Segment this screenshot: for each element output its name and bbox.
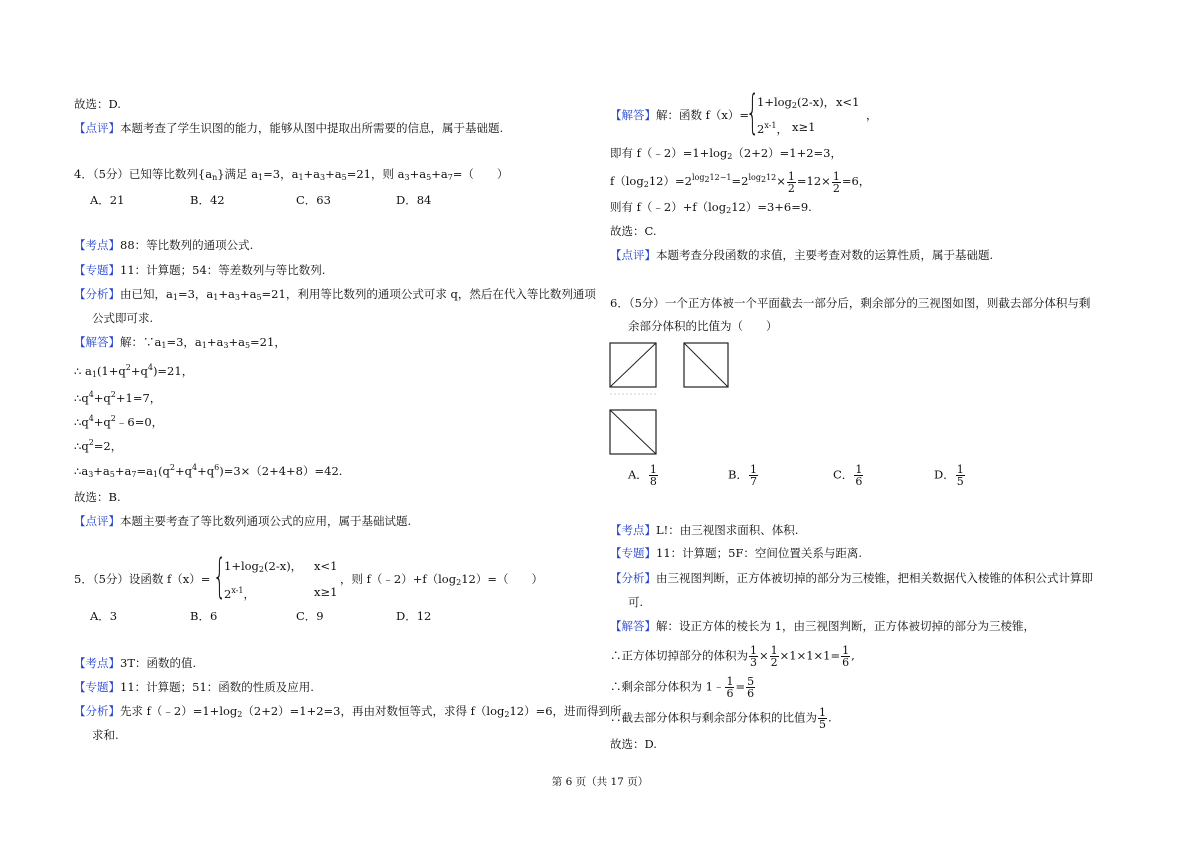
step-1: ∴正方体切掉部分的体积为 $\frac{1}{3}$ × $\frac{1}{2}$ ×1×1×1= $\frac{1}{6}$ , — [610, 644, 855, 669]
answer-line: 故选：C. — [610, 224, 657, 238]
fraction: $\frac{1}{2}$ — [832, 169, 840, 195]
piecewise-cond-1: x<1 — [836, 95, 860, 109]
analysis-line-2: 公式即可求. — [92, 311, 154, 325]
question-6-stem-2: 余部分体积的比值为（ ） — [628, 319, 778, 333]
comma: ， — [866, 108, 878, 122]
step-2: ∴剩余部分体积为 1﹣ $\frac{1}{6}$ = $\frac{5}{6}$ — [610, 675, 755, 700]
option-d[interactable]: D．84 — [396, 193, 432, 207]
option-d[interactable]: D．12 — [396, 609, 432, 623]
comment-line: 【点评】本题考查分段函数的求值，主要考查对数的运算性质，属于基础题. — [610, 248, 994, 262]
step-2: $f(\log_212)=2^{log_212-1}=2^{log_212}\times$ $\frac{1}{2}$ =12× $\frac{1}{2}$ =6， — [610, 169, 871, 195]
comment-line: 【点评】本题主要考查了等比数列通项公式的应用，属于基础试题. — [74, 514, 412, 528]
front-view — [610, 343, 656, 387]
option-c[interactable]: C．9 — [296, 609, 324, 623]
comment-line — [74, 120, 503, 136]
piecewise-case-2: 2$^{x-1}$， — [757, 121, 788, 136]
question-5-stem: 5．（5分）设函数 f（x）= — [74, 572, 211, 586]
answer-line: 故选：B. — [74, 490, 121, 504]
side-view — [684, 343, 728, 387]
analysis-line-2: 求和. — [92, 728, 119, 742]
knowledge-point-line: 【考点】L!：由三视图求面积、体积. — [610, 523, 799, 537]
option-b[interactable]: B．6 — [190, 609, 218, 623]
three-view-figure — [606, 338, 736, 462]
option-a[interactable]: A．3 — [90, 609, 118, 623]
knowledge-point-line: 【考点】88：等比数列的通项公式. — [74, 238, 254, 252]
step-3: ∴截去部分体积与剩余部分体积的比值为 $\frac{1}{5}$ . — [610, 706, 832, 731]
step-4: $\therefore q^2=2$， — [74, 438, 123, 453]
option-a[interactable]: A．21 — [90, 193, 125, 207]
step-1: 即有 $f(﹣2)=1+\log_2(2+2)=1+2=3$， — [610, 146, 843, 161]
option-c[interactable]: C． $\frac{1}{6}$ — [833, 463, 863, 488]
left-brace: { — [213, 549, 227, 603]
option-d[interactable]: D． $\frac{1}{5}$ — [934, 463, 964, 488]
topic-line: 【专题】11：计算题；54：等差数列与等比数列. — [74, 263, 326, 277]
page-footer: 第 6 页（共 17 页） — [551, 776, 649, 788]
piecewise-case-1: $1+\log_2(2-x)$， — [757, 95, 836, 110]
step-3: 则有 $f(﹣2)+f(\log_212)=3+6=9$. — [610, 200, 812, 215]
analysis-line: 【分析】由三视图判断，正方体被切掉的部分为三棱锥，把相关数据代入棱锥的体积公式计算即 — [610, 571, 1093, 585]
option-b[interactable]: B． $\frac{1}{7}$ — [728, 463, 757, 488]
piecewise-cond-1: x<1 — [314, 559, 338, 573]
question-4-stem: 4．（5分）已知等比数列$\{a_n\}$满足 $a_1=3$，$a_1+a_3+a_5=21$，则 $a_3+a_5+a_7=$（ ） — [74, 167, 509, 182]
solution-line: 【解答】解：$\because a_1=3$，$a_1+a_3+a_5=21$， — [74, 335, 286, 350]
piecewise-case-1: $1+\log_2(2-x)$， — [224, 559, 303, 574]
step-3: $\therefore q^4+q^2﹣6=0$， — [74, 414, 164, 429]
analysis-line-2: 可. — [628, 595, 644, 609]
question-6-stem: 6．（5分）一个正方体被一个平面截去一部分后，剩余部分的三视图如图，则截去部分体积与剩 — [610, 296, 1091, 310]
left-brace: { — [746, 85, 760, 139]
piecewise-cond-2: x≥1 — [314, 585, 338, 599]
piecewise-case-2: 2$^{x-1}$， — [224, 586, 255, 601]
answer-line: 故选：D. — [74, 97, 121, 111]
topic-line: 【专题】11：计算题；5F：空间位置关系与距离. — [610, 546, 863, 560]
question-5-stem-end: ，则 $f(﹣2)+f(\log_212)=$（ ） — [340, 572, 543, 587]
solution-line: 【解答】解：设正方体的棱长为 1，由三视图判断，正方体被切掉的部分为三棱锥， — [610, 619, 1035, 633]
comment-text: 本题考查了学生识图的能力，能够从图中提取出所需要的信息，属于基础题. — [120, 121, 504, 135]
analysis-line: 【分析】由已知，$a_1=3$，$a_1+a_3+a_5=21$，利用等比数列的通项公式可求 q，然后在代入等比数列通项 — [74, 287, 596, 302]
analysis-line: 【分析】先求 $f(﹣2)=1+\log_2(2+2)=1+2=3$，再由对数恒等式，求得 $f(\log_212)=6$，进而得到所 — [74, 704, 622, 719]
option-a[interactable]: A． $\frac{1}{8}$ — [628, 463, 657, 488]
comment-tag: 【点评】 — [74, 121, 120, 135]
step-1: ∴ $a_1(1+q^2+q^4)=21$， — [74, 363, 194, 379]
topic-line: 【专题】11：计算题；51：函数的性质及应用. — [74, 680, 314, 694]
fraction: $\frac{1}{2}$ — [787, 169, 795, 195]
option-c[interactable]: C．63 — [296, 193, 331, 207]
option-b[interactable]: B．42 — [190, 193, 225, 207]
answer-line: 故选：D. — [610, 737, 657, 751]
step-5: $\therefore a_3+a_5+a_7=a_1(q^2+q^4+q^6)=3\times(2+4+8)=42$. — [74, 463, 343, 479]
knowledge-point-line: 【考点】3T：函数的值. — [74, 656, 197, 670]
solution-line: 【解答】解：函数 f（x）= — [610, 108, 750, 122]
piecewise-cond-2: x≥1 — [792, 120, 816, 134]
top-view — [610, 394, 656, 454]
step-2: $\therefore q^4+q^2+1=7$， — [74, 390, 162, 405]
